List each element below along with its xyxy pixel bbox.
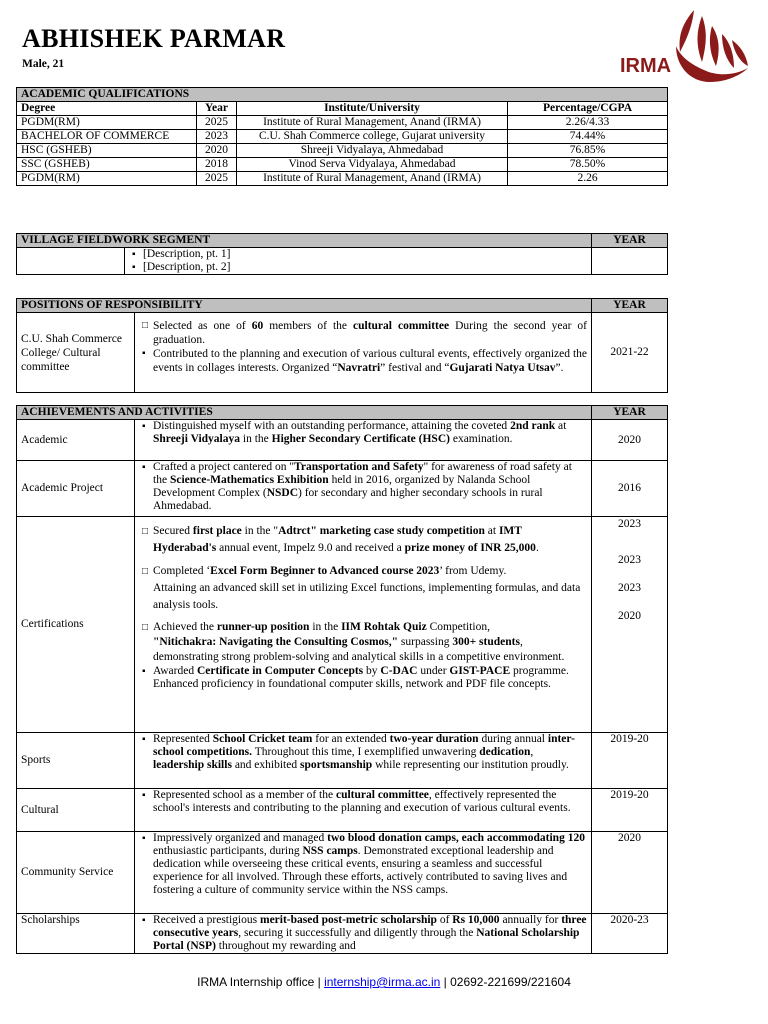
cell: 78.50% bbox=[508, 158, 668, 172]
irma-logo bbox=[616, 6, 752, 86]
row-label: Certifications bbox=[17, 517, 135, 733]
cell: SSC (GSHEB) bbox=[17, 158, 197, 172]
cell: 2.26 bbox=[508, 172, 668, 186]
year-header: YEAR bbox=[592, 234, 668, 248]
year-cell: 2019-20 bbox=[592, 733, 668, 789]
year-cell: 2020 bbox=[592, 420, 668, 461]
table-row bbox=[17, 116, 668, 130]
cell: Vinod Serva Vidyalaya, Ahmedabad bbox=[237, 158, 508, 172]
column-header: Year bbox=[197, 102, 237, 116]
table-row bbox=[17, 130, 668, 144]
footer bbox=[0, 975, 768, 989]
list-item: ▪ Represented School Cricket team for an extended two-year duration during annual inter-school competitions. Throughout this time, I exemplified unwavering dedication, leadership skills and exhibited sportsmanship while representing our institution proudly. bbox=[153, 733, 587, 772]
cell bbox=[135, 832, 592, 914]
cell: PGDM(RM) bbox=[17, 172, 197, 186]
column-header: Degree bbox=[17, 102, 197, 116]
year-cell: 2019-20 bbox=[592, 789, 668, 832]
list-item: □ Selected as one of 60 members of the cultural committee During the second year of graduation. bbox=[153, 319, 587, 347]
irma-logo-text: IRMA bbox=[620, 55, 672, 77]
year-header: YEAR bbox=[592, 406, 668, 420]
list-item: ▪ Crafted a project cantered on "Transportation and Safety" for awareness of road safety at the Science-Mathematics Exhibition held in 2016, organized by Nalanda School Development Complex (NSDC) for secondary and higher secondary schools in rural Ahmedabad. bbox=[153, 461, 587, 513]
year-value: 2023 bbox=[618, 554, 641, 566]
row-label: C.U. Shah Commerce College/ Cultural committee bbox=[17, 313, 135, 393]
village-fieldwork-table bbox=[16, 233, 668, 275]
cell bbox=[135, 914, 592, 954]
cell: 2.26/4.33 bbox=[508, 116, 668, 130]
row-label: Scholarships bbox=[17, 914, 135, 954]
footer-prefix: IRMA Internship office | bbox=[197, 975, 325, 989]
list-item: □ Secured first place in the "Adtrct" marketing case study competition at IMT Hyderabad's annual event, Impelz 9.0 and received a prize money of INR 25,000. bbox=[153, 523, 587, 557]
list-item: ▪ [Description, pt. 1] bbox=[143, 248, 587, 261]
year-cell: 2020-23 bbox=[592, 914, 668, 954]
cell: 2023 bbox=[197, 130, 237, 144]
email-link[interactable]: internship@irma.ac.in bbox=[324, 975, 441, 989]
year-cell: 2021-22 bbox=[592, 313, 668, 393]
row-label: Academic Project bbox=[17, 461, 135, 517]
year-cell: 2020 bbox=[592, 832, 668, 914]
year-value: 2023 bbox=[618, 518, 641, 530]
cell: 2025 bbox=[197, 116, 237, 130]
year-value: 2023 bbox=[618, 582, 641, 594]
cell: 2025 bbox=[197, 172, 237, 186]
list-item: ▪ Contributed to the planning and execution of various cultural events, effectively organized the events in collages interests. Organized “Navratri” festival and “Gujarati Natya Utsav”. bbox=[153, 347, 587, 375]
year-value: 2020 bbox=[618, 610, 641, 622]
row-label: Cultural bbox=[17, 789, 135, 832]
cell: Institute of Rural Management, Anand (IRMA) bbox=[237, 172, 508, 186]
cell bbox=[135, 517, 592, 733]
table-row bbox=[17, 144, 668, 158]
cell: PGDM(RM) bbox=[17, 116, 197, 130]
year-header: YEAR bbox=[592, 299, 668, 313]
cell: BACHELOR OF COMMERCE bbox=[17, 130, 197, 144]
table-row bbox=[17, 158, 668, 172]
column-header: Institute/University bbox=[237, 102, 508, 116]
candidate-name: ABHISHEK PARMAR bbox=[22, 24, 286, 53]
table-row bbox=[17, 172, 668, 186]
achievements-table bbox=[16, 405, 668, 954]
cell bbox=[125, 248, 592, 275]
list-item: ▪ Received a prestigious merit-based post-metric scholarship of Rs 10,000 annually for three consecutive years, securing it successfully and diligently through the National Scholarship Portal (NSP) throughout my rewarding and bbox=[153, 914, 587, 953]
list-item: ▪ Represented school as a member of the cultural committee, effectively represented the school's interests and contributing to the planning and execution of various cultural events. bbox=[153, 789, 587, 815]
academic-qualifications-table bbox=[16, 87, 668, 186]
cell bbox=[135, 461, 592, 517]
section-title: ACHIEVEMENTS AND ACTIVITIES bbox=[17, 406, 592, 420]
year-cell: 2016 bbox=[592, 461, 668, 517]
cell: HSC (GSHEB) bbox=[17, 144, 197, 158]
row-label: Community Service bbox=[17, 832, 135, 914]
candidate-gender-age: Male, 21 bbox=[22, 58, 65, 70]
list-item: ▪ [Description, pt. 2] bbox=[143, 261, 587, 274]
cell bbox=[592, 248, 668, 275]
section-title: POSITIONS OF RESPONSIBILITY bbox=[17, 299, 592, 313]
cell: 74.44% bbox=[508, 130, 668, 144]
column-header: Percentage/CGPA bbox=[508, 102, 668, 116]
list-item: □ Achieved the runner-up position in the IIM Rohtak Quiz Competition, "Nitichakra: Navigating the Consulting Cosmos," surpassing 300+ students, demonstrating strong problem-solving and analytical skills in a competitive environment. bbox=[153, 620, 587, 665]
list-item: □ Completed ‘Excel Form Beginner to Advanced course 2023’ from Udemy. Attaining an advanced skill set in utilizing Excel functions, implementing formulas, and data analysis tools. bbox=[153, 563, 587, 614]
year-cell bbox=[592, 517, 668, 733]
cell bbox=[135, 420, 592, 461]
positions-table bbox=[16, 298, 668, 393]
footer-phone: | 02692-221699/221604 bbox=[440, 975, 571, 989]
cell: 2020 bbox=[197, 144, 237, 158]
cell bbox=[17, 248, 125, 275]
section-title: VILLAGE FIELDWORK SEGMENT bbox=[17, 234, 592, 248]
list-item: ▪ Awarded Certificate in Computer Concepts by C-DAC under GIST-PACE programme. Enhanced proficiency in foundational computer skills, network and PDF file concepts. bbox=[153, 665, 587, 691]
cell bbox=[135, 313, 592, 393]
list-item: ▪ Distinguished myself with an outstanding performance, attaining the coveted 2nd rank at Shreeji Vidyalaya in the Higher Secondary Certificate (HSC) examination. bbox=[153, 420, 587, 446]
cell bbox=[135, 789, 592, 832]
row-label: Academic bbox=[17, 420, 135, 461]
cell: C.U. Shah Commerce college, Gujarat university bbox=[237, 130, 508, 144]
cell: Institute of Rural Management, Anand (IRMA) bbox=[237, 116, 508, 130]
cell: 76.85% bbox=[508, 144, 668, 158]
list-item: ▪ Impressively organized and managed two blood donation camps, each accommodating 120 enthusiastic participants, during NSS camps. Demonstrated exceptional leadership and dedication while overseeing these critical events, ensuring a seamless and successful experience for all involved. Through these efforts, actively contributed to saving lives and fostering a culture of community service within the NSS camps. bbox=[153, 832, 587, 897]
cell bbox=[135, 733, 592, 789]
cell: 2018 bbox=[197, 158, 237, 172]
cell: Shreeji Vidyalaya, Ahmedabad bbox=[237, 144, 508, 158]
section-title: ACADEMIC QUALIFICATIONS bbox=[17, 88, 668, 102]
row-label: Sports bbox=[17, 733, 135, 789]
